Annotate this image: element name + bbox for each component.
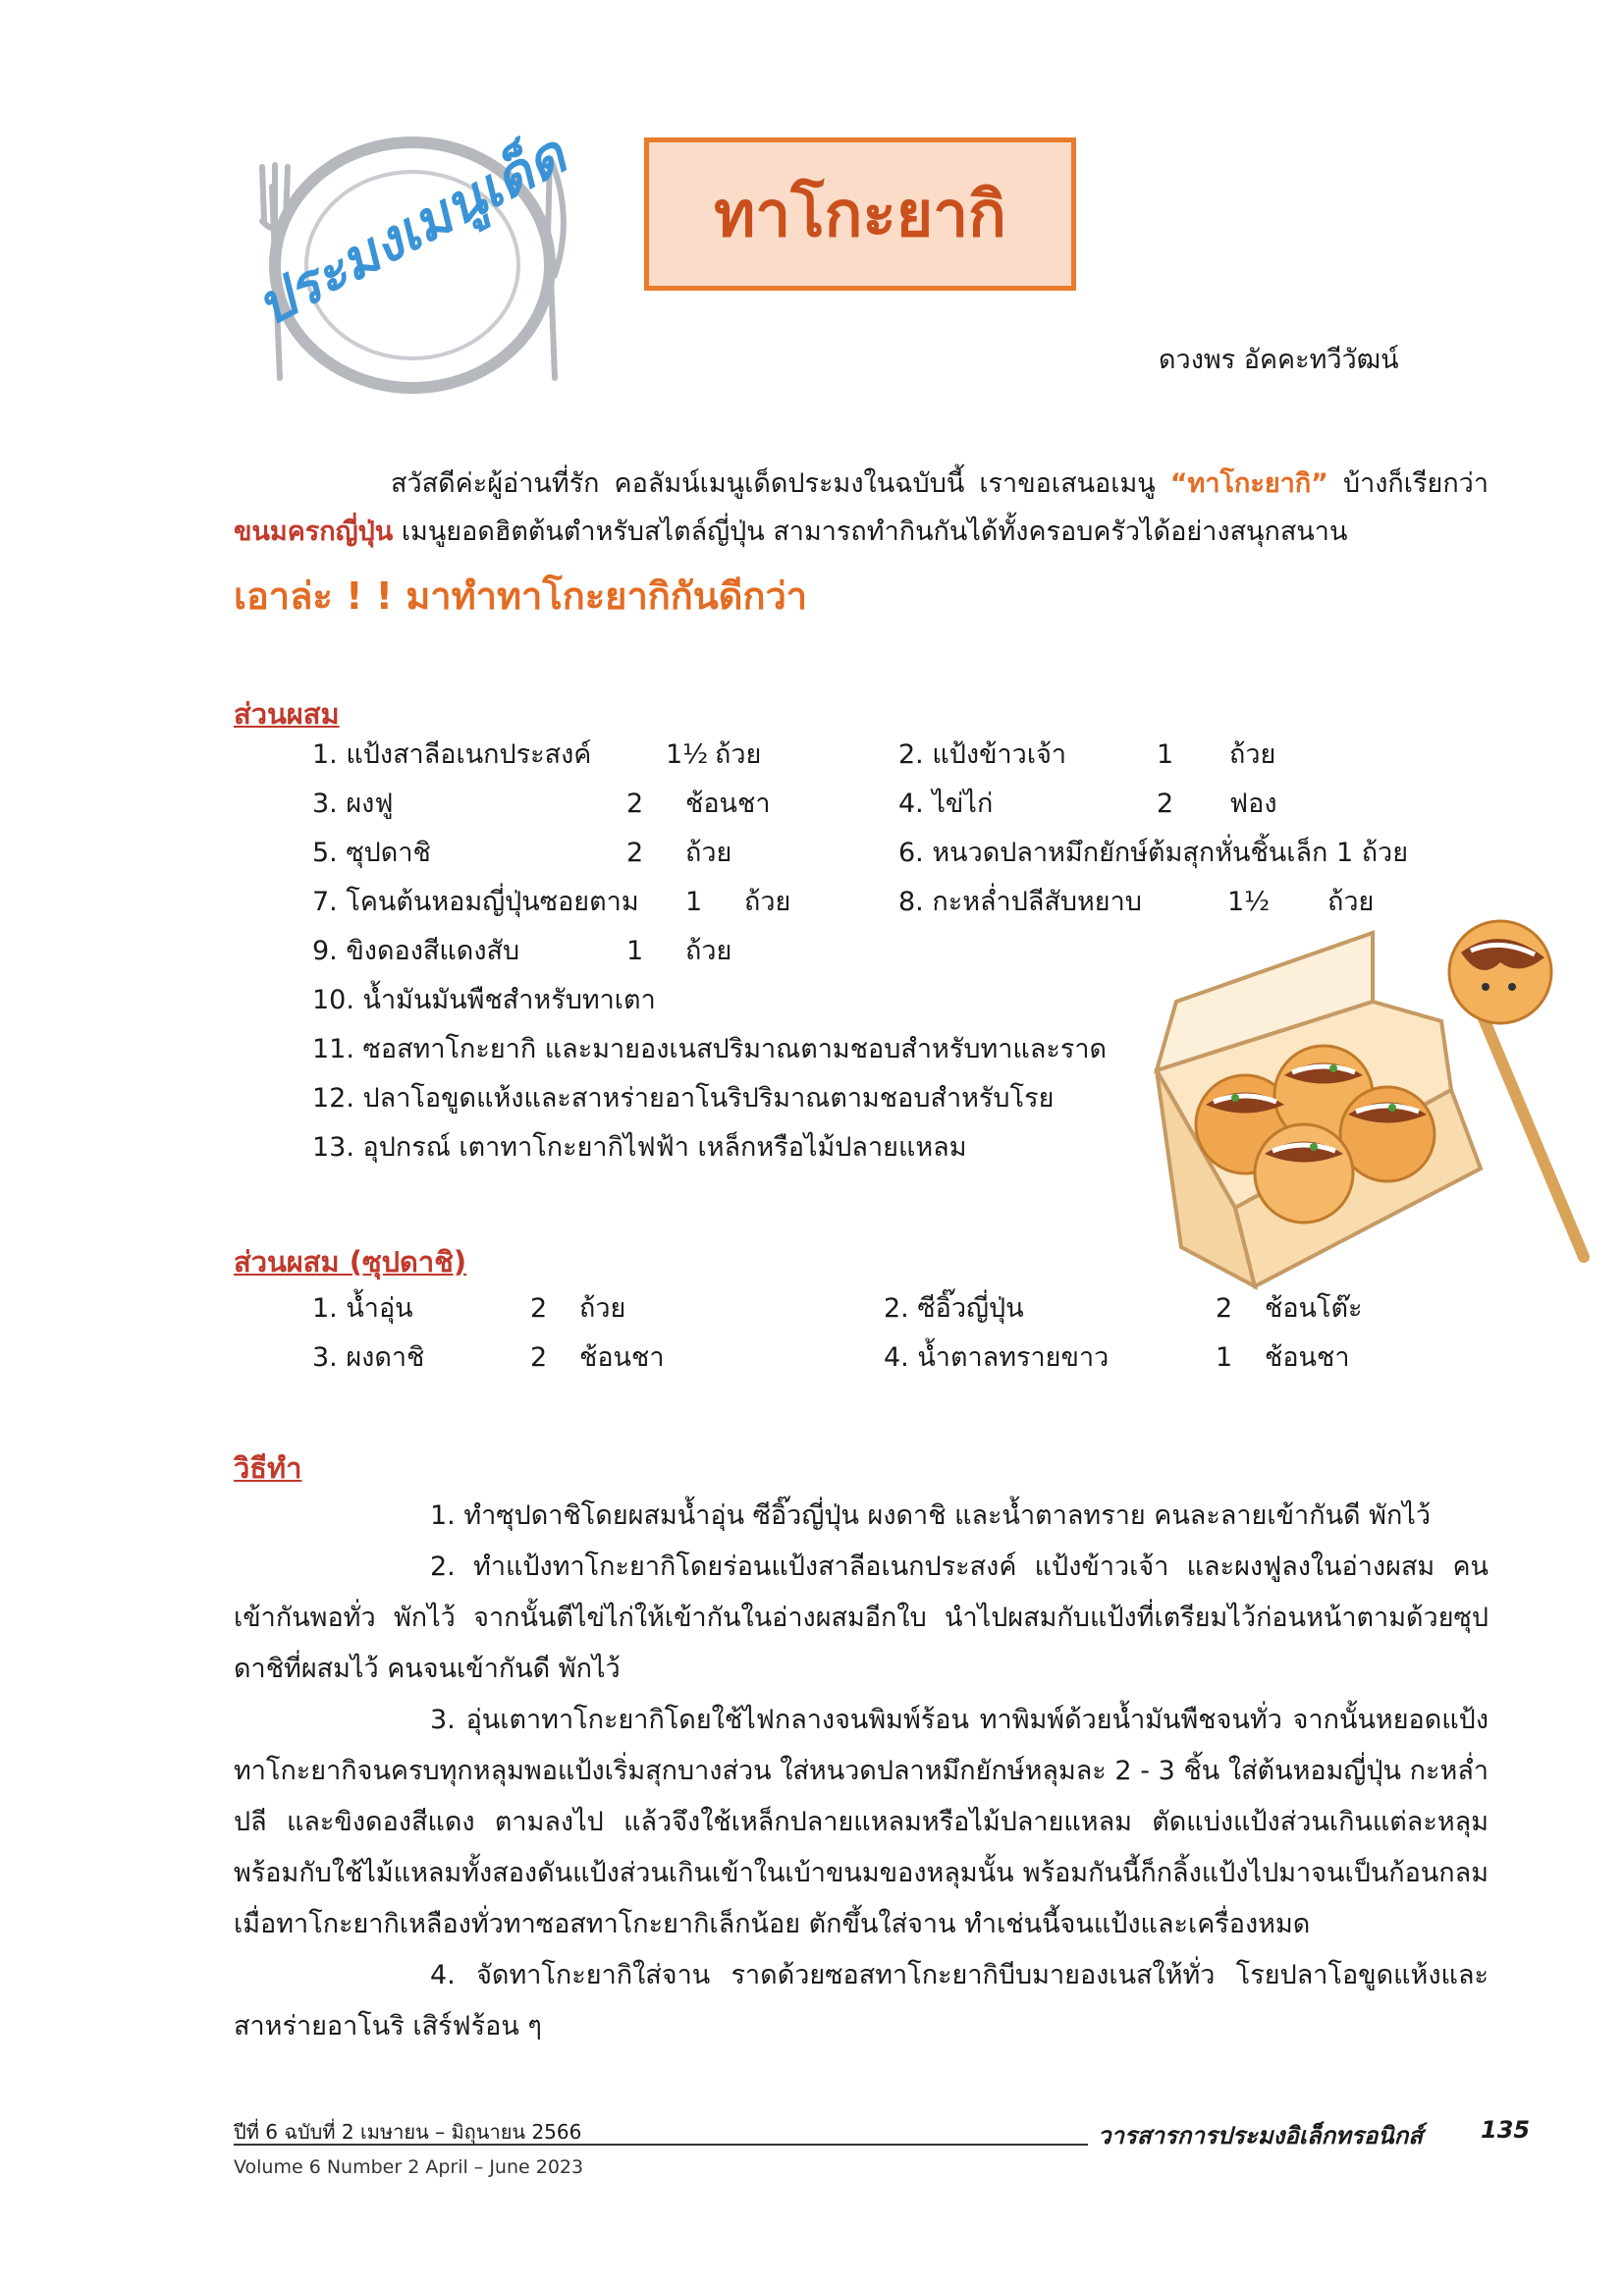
- intro-highlight-khanomkhrok: ขนมครกญี่ปุ่น: [234, 517, 394, 547]
- list-item: 12. ปลาโอขูดแห้งและสาหร่ายอาโนริปริมาณตามชอบสำหรับโรย: [312, 1083, 1055, 1114]
- list-item-qty: 2: [1157, 789, 1174, 819]
- page-number: 135: [1481, 2116, 1531, 2144]
- list-item-unit: ถ้วย: [715, 739, 762, 770]
- list-item: 8. กะหล่ำปลีสับหยาบ: [898, 887, 1142, 917]
- list-item-unit: ช้อนชา: [685, 789, 771, 819]
- column-logo: [231, 123, 584, 412]
- list-item: 7. โคนต้นหอมญี่ปุ่นซอยตาม: [312, 887, 639, 917]
- list-item-unit: ช้อนชา: [579, 1342, 665, 1373]
- list-item-qty: 1½: [666, 739, 709, 770]
- ingredients-heading: ส่วนผสม: [234, 697, 340, 731]
- footer-issue-english: Volume 6 Number 2 April – June 2023: [234, 2156, 584, 2178]
- list-item: 5. ซุปดาชิ: [312, 838, 431, 868]
- list-item: 9. ขิงดองสีแดงสับ: [312, 936, 520, 966]
- method-heading: วิธีทำ: [234, 1451, 302, 1485]
- takoyaki-illustration: [1127, 894, 1598, 1306]
- method-step: 3. อุ่นเตาทาโกะยากิโดยใช้ไฟกลางจนพิมพ์ร้อน ทาพิมพ์ด้วยน้ำมันพืชจนทั่ว จากนั้นหยอดแป้งทาโกะยากิจนครบทุกหลุมพอแป้งเริ่มสุกบางส่วน ใส่หนวดปลาหมึกยักษ์หลุมละ 2 - 3 ชิ้น ใส่ต้นหอมญี่ปุ่น กะหล่ำปลี และขิงดองสีแดง ตามลงไป แล้วจึงใช้เหล็กปลายแหลมหรือไม้ปลายแหลม ตัดแบ่งแป้งส่วนเกินแต่ละหลุม พร้อมกับใช้ไม้แหลมทั้งสองดันแป้งส่วนเกินเข้าในเบ้าขนมของหลุมนั้น พร้อมกันนี้ก็กลิ้งแป้งไปมาจนเป็นก้อนกลม เมื่อทาโกะยากิเหลืองทั่วทาซอสทาโกะยากิเล็กน้อย ตักขึ้นใส่จาน ทำเช่นนี้จนแป้งและเครื่องหมด: [234, 1705, 1489, 1939]
- list-item-qty: 1: [626, 936, 644, 966]
- list-item: 6. หนวดปลาหมึกยักษ์ต้มสุกหั่นชิ้นเล็ก 1 ถ้วย: [898, 838, 1409, 868]
- intro-highlight-takoyaki: “ทาโกะยากิ”: [1169, 468, 1328, 499]
- dashi-list: [0, 1284, 1624, 1383]
- list-item: 10. น้ำมันมันพืชสำหรับทาเตา: [312, 985, 656, 1015]
- logo-text: ประมงเมนูเด็ด: [245, 123, 576, 340]
- list-item: 13. อุปกรณ์ เตาทาโกะยากิไฟฟ้า เหล็กหรือไม้ปลายแหลม: [312, 1132, 967, 1163]
- footer-journal-name: วารสารการประมงอิเล็กทรอนิกส์: [1098, 2122, 1423, 2150]
- list-item: 11. ซอสทาโกะยากิ และมายองเนสปริมาณตามชอบสำหรับทาและราด: [312, 1034, 1108, 1064]
- list-item-qty: 1½: [1227, 887, 1271, 917]
- list-item-unit: ถ้วย: [579, 1293, 626, 1324]
- author: ดวงพร อัคคะทวีวัฒน์: [1159, 345, 1399, 375]
- footer-issue-thai: ปีที่ 6 ฉบับที่ 2 เมษายน – มิถุนายน 2566: [234, 2120, 582, 2144]
- list-item: 3. ผงดาชิ: [312, 1342, 425, 1373]
- list-item-qty: 2: [626, 789, 644, 819]
- page-title: ทาโกะยากิ: [714, 179, 1006, 251]
- list-item: 3. ผงฟู: [312, 789, 394, 819]
- list-item-qty: 1: [1216, 1342, 1233, 1373]
- list-item-qty: 2: [1216, 1293, 1233, 1324]
- list-item-unit: ถ้วย: [685, 936, 732, 966]
- list-item-unit: ฟอง: [1229, 789, 1277, 819]
- list-item-qty: 2: [530, 1293, 548, 1324]
- list-item-qty: 1: [1157, 739, 1174, 770]
- method-steps: [234, 1491, 1489, 2052]
- dashi-heading: ส่วนผสม (ซุปดาชิ): [234, 1245, 467, 1279]
- list-item: 4. น้ำตาลทรายขาว: [884, 1342, 1110, 1373]
- method-step: 1. ทำซุปดาชิโดยผสมน้ำอุ่น ซีอิ๊วญี่ปุ่น ผงดาชิ และน้ำตาลทราย คนละลายเข้ากันดี พักไว้: [430, 1500, 1432, 1531]
- list-item-qty: 2: [530, 1342, 548, 1373]
- list-item: 4. ไข่ไก่: [898, 789, 994, 819]
- list-item-unit: ถ้วย: [1229, 739, 1276, 770]
- list-item: 2. ซีอิ๊วญี่ปุ่น: [884, 1293, 1024, 1324]
- list-item: 1. น้ำอุ่น: [312, 1293, 413, 1324]
- list-item-qty: 2: [626, 838, 644, 868]
- list-item-qty: 1: [685, 887, 703, 917]
- method-step: 4. จัดทาโกะยากิใส่จาน ราดด้วยซอสทาโกะยากิบีบมายองเนสให้ทั่ว โรยปลาโอขูดแห้งและสาหร่ายอาโนริ เสิร์ฟร้อน ๆ: [234, 1960, 1489, 2041]
- intro-cta: เอาล่ะ ! ! มาทำทาโกะยากิกันดีกว่า: [234, 574, 808, 618]
- method-step: 2. ทำแป้งทาโกะยากิโดยร่อนแป้งสาลีอเนกประสงค์ แป้งข้าวเจ้า และผงฟูลงในอ่างผสม คนเข้ากันพอทั่ว พักไว้ จากนั้นตีไข่ไก่ให้เข้ากันในอ่างผสมอีกใบ นำไปผสมกับแป้งที่เตรียมไว้ก่อนหน้าตามด้วยซุปดาชิที่ผสมไว้ คนจนเข้ากันดี พักไว้: [234, 1551, 1489, 1684]
- intro-paragraph: [234, 460, 1489, 556]
- list-item: 1. แป้งสาลีอเนกประสงค์: [312, 739, 592, 770]
- list-item-unit: ช้อนชา: [1265, 1342, 1350, 1373]
- list-item-unit: ถ้วย: [744, 887, 791, 917]
- title-box: [644, 137, 1076, 291]
- list-item-unit: ช้อนโต๊ะ: [1265, 1293, 1363, 1324]
- list-item-unit: ถ้วย: [1327, 887, 1375, 917]
- intro-text-1: สวัสดีค่ะผู้อ่านที่รัก คอลัมน์เมนูเด็ดประมงในฉบับนี้ เราขอเสนอเมนู: [391, 468, 1170, 499]
- intro-text-2: บ้างก็เรียกว่า: [1327, 468, 1489, 499]
- list-item-unit: ถ้วย: [685, 838, 732, 868]
- list-item: 2. แป้งข้าวเจ้า: [898, 739, 1067, 770]
- intro-text-3: เมนูยอดฮิตต้นตำหรับสไตล์ญี่ปุ่น สามารถทำกินกันได้ทั้งครอบครัวได้อย่างสนุกสนาน: [393, 517, 1348, 547]
- footer-rule: [234, 2144, 1088, 2146]
